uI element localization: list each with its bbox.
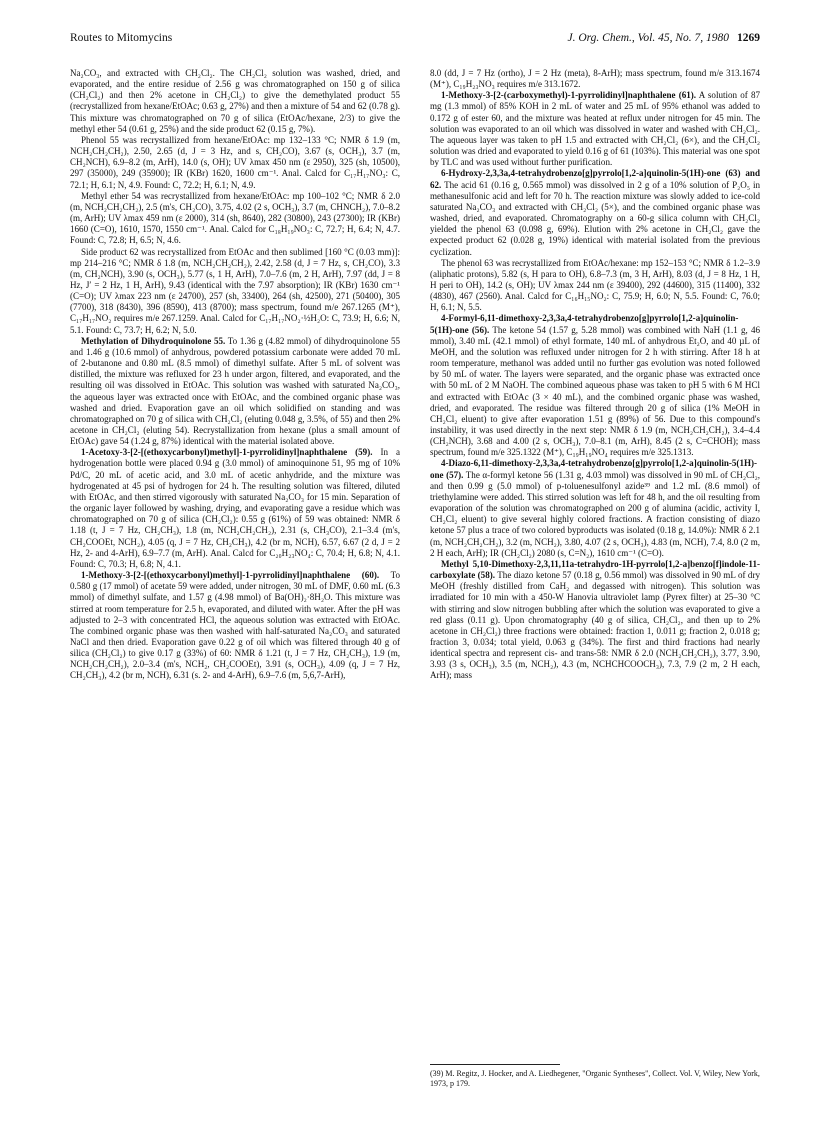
journal-citation [567, 32, 760, 44]
footnote-area [430, 1064, 760, 1089]
section-paragraph [430, 458, 760, 558]
section-text: The ketone 54 (1.57 g, 5.28 mmol) was combined with NaH (1.1 g, 46 mmol), 3.40 mL (42.1 mmol) of ethyl formate, 140 mL of anhydrous Et₂O, and 40 µL of MeOH, and the solution was refluxed under nitrogen for 2 h with stirring. After 18 h at room temperature, methanol was added until no further gas evolution was noted followed by 50 mL of water. The layers were separated, and the organic phase was extracted once with 50 mL of 2 M NaOH. The combined aqueous phase was taken to pH 5 with 6 M HCl and extracted with EtOAc (3 × 40 mL), and the combined organic phase was washed, dried, and evaporated. The residue was filtered through 20 g of silica (1% MeOH in CH₂Cl₂ eluent) to give after evaporation 1.51 g (89%) of 56. Due to this compound's instability, it was used directly in the next step: NMR δ 1.9 (m, NCH₂CH₂CH₂), 3.4–4.4 (CH₂NCH), 3.68 and 4.00 (2 s, OCH₃), 7.0–8.1 (m, ArH), 8.45 (2 s, C=CHOH); mass spectrum, found m/e 325.1322 (M⁺), C₁₉H₁₉NO₄ requires m/e 325.1313. [430, 324, 760, 458]
section-heading: 4-Formyl-6,11-dimethoxy-2,3,3a,4-tetrahydrobenzo[g]pyrrolo[1,2-a]quinolin-5(1H)-one (56). [430, 313, 739, 335]
section-paragraph [430, 559, 760, 682]
section-paragraph [70, 570, 400, 682]
section-text: A solution of 87 mg (1.3 mmol) of 85% KOH in 2 mL of water and 25 mL of 95% ethanol was added to 0.172 g of ester 60, and the mixture was heated at reflux under nitrogen for 45 min. The solution was evaporated to an oil which was dissolved in water and washed with CH₂Cl₂. The aqueous layer was taken to pH 1.5 and extracted with CH₂Cl₂ (6×), and the CH₂Cl₂ solution was dried and evaporated to yield 0.16 g of 61 (103%). This material was one spot by TLC and was used without further purification. [430, 90, 760, 168]
paragraph: Phenol 55 was recrystallized from hexane/EtOAc: mp 132–133 °C; NMR δ 1.9 (m, NCH₂CH₂CH₂), 2.50, 2.65 (d, J = 3 Hz, and s, CH₂CO), 3.67 (s, OCH₃), 3.7 (m, CH₂NCH), 6.9–8.2 (m, ArH), 14.0 (s, OH); UV λmax 450 nm (ε 2950), 325 (sh, 10500), 297 (35000), 249 (35900); IR (KBr) 1620, 1600 cm⁻¹. Anal. Calcd for C₁₇H₁₇NO₃: C, 72.1; H, 6.1; N, 4.9. Found: C, 72.2; H, 6.1; N, 4.9. [70, 134, 400, 190]
section-paragraph [70, 336, 400, 448]
section-heading: Methyl 5,10-Dimethoxy-2,3,11,11a-tetrahydro-1H-pyrrolo[1,2-a]benzo[f]indole-11-carboxylate (58). [430, 558, 760, 581]
section-heading: 1-Acetoxy-3-[2-[(ethoxycarbonyl)methyl]-1-pyrrolidinyl]naphthalene (59). [81, 447, 373, 458]
running-title: Routes to Mitomycins [70, 32, 173, 44]
page-number: 1269 [737, 32, 760, 44]
section-heading: Methylation of Dihydroquinolone 55. [81, 335, 226, 346]
section-paragraph [430, 90, 760, 168]
paragraph: Na₂CO₃, and extracted with CH₂Cl₂. The CH₂Cl₂ solution was washed, dried, and evaporated, and the entire residue of 2.56 g was chromatographed on 150 g of silica (CH₂Cl₂) and then 2% acetone in CH₂Cl₂) to give the demethylated product 55 (recrystallized from hexane/EtOAc; 0.63 g, 27%) and then a mixture of 54 and 62 (0.78 g). This mixture was chromatographed on 70 g of silica (EtOAc/hexane, 2/3) to give the methyl ether 54 (0.61 g, 25%) and the side product 62 (0.15 g, 7%). [70, 68, 400, 134]
journal-name: J. Org. Chem., Vol. 45, No. 7, 1980 [567, 32, 729, 44]
section-text: To 1.36 g (4.82 mmol) of dihydroquinolone 55 and 1.46 g (10.6 mmol) of anhydrous, powdered potassium carbonate were added 70 mL of 2-butanone and 0.80 mL (8.5 mmol) of dimethyl sulfate. After 5 mL of solvent was distilled, the mixture was refluxed for 23 h under argon, filtered, and evaporated, and the resulting oil was dissolved in EtOAc. This solution was washed with saturated Na₂CO₃, the aqueous layer was extracted once with EtOAc, and the combined organic phase was washed and dried. Evaporation gave an oil which solidified on standing and was chromatographed on 70 g of silica with CH₂Cl₂ (eluting 0.048 g, 3.5%, of 55) and then 2% acetone in CH₂Cl₂ (eluting 54). Recrystallization from hexane (plus a small amount of EtOAc) gave 54 (1.24 g, 87%) identical with the material isolated above. [70, 335, 401, 447]
section-heading: 1-Methoxy-3-[2-[(ethoxycarbonyl)methyl]-1-pyrrolidinyl]naphthalene (60). [81, 570, 380, 581]
section-text: The acid 61 (0.16 g, 0.565 mmol) was dissolved in 2 g of a 10% solution of P₂O₅ in methanesulfonic acid and left for 70 h. The reaction mixture was slowly added to ice-cold saturated Na₂CO₃ and extracted with CH₂Cl₂ (5×), and the combined organic phase was washed, dried, and evaporated. Chromatography on a 60-g silica column with CH₂Cl₂ yielded the phenol 63 (0.098 g, 69%). Elution with 2% acetone in CH₂Cl₂ gave the expected product 62 (0.028 g, 19%) identical with material isolated from the previous cyclization. [430, 179, 760, 257]
section-text: The phenol 63 was recrystallized from EtOAc/hexane: mp 152–153 °C; NMR δ 1.2–3.9 (aliphatic protons), 5.82 (s, H para to OH), 6.8–7.3 (m, 3 H, ArH), 8.03 (d, J = 8 Hz, 1 H, H peri to OH), 14.2 (s, OH); UV λmax 244 nm (ε 39400), 292 (44600), 315 (11400), 332 (4830), 467 (2560). Anal. Calcd for C₁₆H₁₅NO₂: C, 75.9; H, 6.0; N, 5.5. Found: C, 76.0; H, 6.1; N, 5.5. [430, 257, 760, 313]
section-text: The diazo ketone 57 (0.18 g, 0.56 mmol) was dissolved in 90 mL of dry MeOH (freshly distilled from CaH₂ and degassed with nitrogen). This solution was irradiated for 10 min with a 450-W Hanovia ultraviolet lamp (Pyrex filter) at 25–30 °C with stirring and slow nitrogen bubbling after which the solution was evaporated to give a red glass (0.11 g). Upon chromatography (40 g of silica, CH₂Cl₂, and then up to 2% acetone in CH₂Cl₂) three fractions were obtained: fraction 1, 0.011 g; fraction 2, 0.018 g; fraction 3, 0.034; total yield, 0.063 g (34%). The first and third fractions had nearly identical spectra and represent cis- and trans-58: NMR δ 2.0 (NCH₂CH₂CH₂), 3.77, 3.90, 3.93 (3 s, OCH₃), 3.5 (m, NCH₂), 4.3 (m, NCHCHCOOCH₃), 7.3, 7.9 (2 m, 2 H each, ArH); mass [430, 570, 760, 681]
section-text: To 0.580 g (17 mmol) of acetate 59 were added, under nitrogen, 30 mL of DMF, 0.60 mL (6.3 mmol) of dimethyl sulfate, and 1.57 g (4.98 mmol) of Ba(OH)₂·8H₂O. This mixture was stirred at room temperature for 2.5 h, evaporated, and diluted with water. After the pH was adjusted to 2–3 with concentrated HCl, the aqueous solution was extracted with EtOAc. The combined organic phase was then washed with half-saturated Na₂CO₃ and saturated NaCl and then dried. Evaporation gave 0.22 g of oil which was filtered through 40 g of silica (CH₂Cl₂) to give 0.17 g (33%) of 60: NMR δ 1.21 (t, J = 7 Hz, CH₂CH₃), 1.9 (m, NCH₂CH₂CH₂), 2.0–3.4 (m's, NCH₂, CH₂COOEt), 3.91 (s, OCH₃), 4.09 (q, J = 7 Hz, CH₂CH₃), 4.2 (br m, NCH), 6.31 (s. 2- and 4-ArH), 6.9–7.6 (m, 5,6,7-ArH), [70, 570, 400, 681]
left-column [70, 68, 400, 682]
paragraph: Methyl ether 54 was recrystallized from hexane/EtOAc: mp 100–102 °C; NMR δ 2.0 (m, NCH₂CH₂CH₂), 2.5 (m's, CH₂CO), 3.75, 4.02 (2 s, OCH₃), 3.7 (m, CHNCH₂), 7.0–8.2 (m, ArH); UV λmax 459 nm (ε 2000), 314 (sh, 8640), 282 (30800), 243 (27300); IR (KBr) 1660 (C=O), 1610, 1570, 1550 cm⁻¹. Anal. Calcd for C₁₈H₁₉NO₃: C, 72.7; H, 6.4; N, 4.7. Found: C, 72.8; H, 6.5; N, 4.6. [70, 190, 400, 246]
section-paragraph [430, 168, 760, 257]
footnote-rule [430, 1064, 560, 1065]
paragraph: 8.0 (dd, J = 7 Hz (ortho), J = 2 Hz (meta), 8-ArH); mass spectrum, found m/e 313.1674 (M⁺), C₁₉H₂₃NO₃ requires m/e 313.1672. [430, 68, 760, 90]
section-heading: 4-Diazo-6,11-dimethoxy-2,3,3a,4-tetrahydrobenzo[g]pyrrolo[1,2-a]quinolin-5(1H)-one (57). [430, 458, 758, 480]
section-text: In a hydrogenation bottle were placed 0.94 g (3.0 mmol) of aminoquinone 51, 95 mg of 10% Pd/C, 20 mL of acetic acid, and 3.0 mL of acetic anhydride, and the mixture was hydrogenated at 45 psi of hydrogen for 24 h. The resulting solution was filtered, diluted with EtOAc, and then stirred vigorously with saturated Na₂CO₃ for 15 min. Separation of the organic layer followed by washing, drying, and evaporating gave a residue which was chromatographed on 70 g of silica (CH₂Cl₂): 0.55 g (61%) of 59 was obtained: NMR δ 1.18 (t, J = 7 Hz, CH₂CH₃), 1.8 (m, NCH₂CH₂CH₂), 2.31 (s, CH₃CO), 2.1–3.4 (m's, CH₂COOEt, NCH₂), 4.05 (q, J = 7 Hz, CH₂CH₃), 4.2 (br m, NCH), 6.57, 6.67 (2 d, J = 2 Hz, 2- and 4-ArH), 6.9–7.7 (m, ArH). Anal. Calcd for C₂₀H₂₃NO₄: C, 70.4; H, 6.8; N, 4.1. Found: C, 70.3; H, 6.8; N, 4.1. [70, 447, 401, 569]
section-heading: 6-Hydroxy-2,3,3a,4-tetrahydrobenzo[g]pyrrolo[1,2-a]quinolin-5(1H)-one (63) and 62. [430, 168, 760, 190]
section-paragraph [70, 447, 400, 570]
paragraph [430, 258, 760, 314]
section-heading: 1-Methoxy-3-[2-(carboxymethyl)-1-pyrrolidinyl]naphthalene (61). [441, 90, 697, 101]
paragraph: Side product 62 was recrystallized from EtOAc and then sublimed [160 °C (0.03 mm)]: mp 214–216 °C; NMR δ 1.8 (m, NCH₂CH₂CH₂), 2.42, 2.58 (d, J = 7 Hz, s, CH₂CO), 3.3 (m, CH₂NCH), 3.90 (s, OCH₃), 5.77 (s, 1 H, ArH), 7.0–7.6 (m, 2 H, ArH), 7.97 (dd, J = 8 Hz, J′ = 2 Hz, 1 H, ArH), 9.43 (identical with the 7.97 absorption); IR (KBr) 1630 cm⁻¹ (C=O); UV λmax 223 nm (ε 24700), 257 (sh, 33400), 264 (sh, 42500), 271 (50400), 305 (7700), 318 (8430), 396 (8590), 413 (8700); mass spectrum, found m/e 267.1265 (M⁺), C₁₇H₁₇NO₂ requires m/e 267.1259. Anal. Calcd for C₁₇H₁₇NO₂·½H₂O: C, 73.9; H, 6.6; N, 5.1. Found: C, 73.7; H, 6.2; N, 5.0. [70, 246, 400, 335]
running-header [70, 32, 760, 48]
section-paragraph [430, 313, 760, 458]
footnote: (39) M. Regitz, J. Hocker, and A. Liedhegener, "Organic Syntheses", Collect. Vol. V, Wiley, New York, 1973, p 179. [430, 1069, 760, 1088]
right-column [430, 68, 760, 682]
section-text: The α-formyl ketone 56 (1.31 g, 4.03 mmol) was dissolved in 90 mL of CH₂Cl₂, and then 0.99 g (5.0 mmol) of p-toluenesulfonyl azide³⁹ and 1.2 mL (8.6 mmol) of triethylamine were added. This stirred solution was left for 48 h, and the oil resulting from evaporation of the solution was chromatographed on 200 g of alumina (acidic, activity I, CH₂Cl₂ eluent) to give several highly colored fractions. A fraction consisting of diazo ketone 57 plus a trace of two colored byproducts was isolated (0.18 g, 14.0%): NMR δ 2.1 (m, NCH₂CH₂CH₂), 3.2 (m, NCH₂), 3.80, 4.07 (2 s, OCH₃), 4.83 (m, NCH), 7.4, 8.0 (2 m, 2 H each, ArH); IR (CH₂Cl₂) 2080 (s, C=N₂), 1610 cm⁻¹ (C=O). [430, 469, 760, 558]
